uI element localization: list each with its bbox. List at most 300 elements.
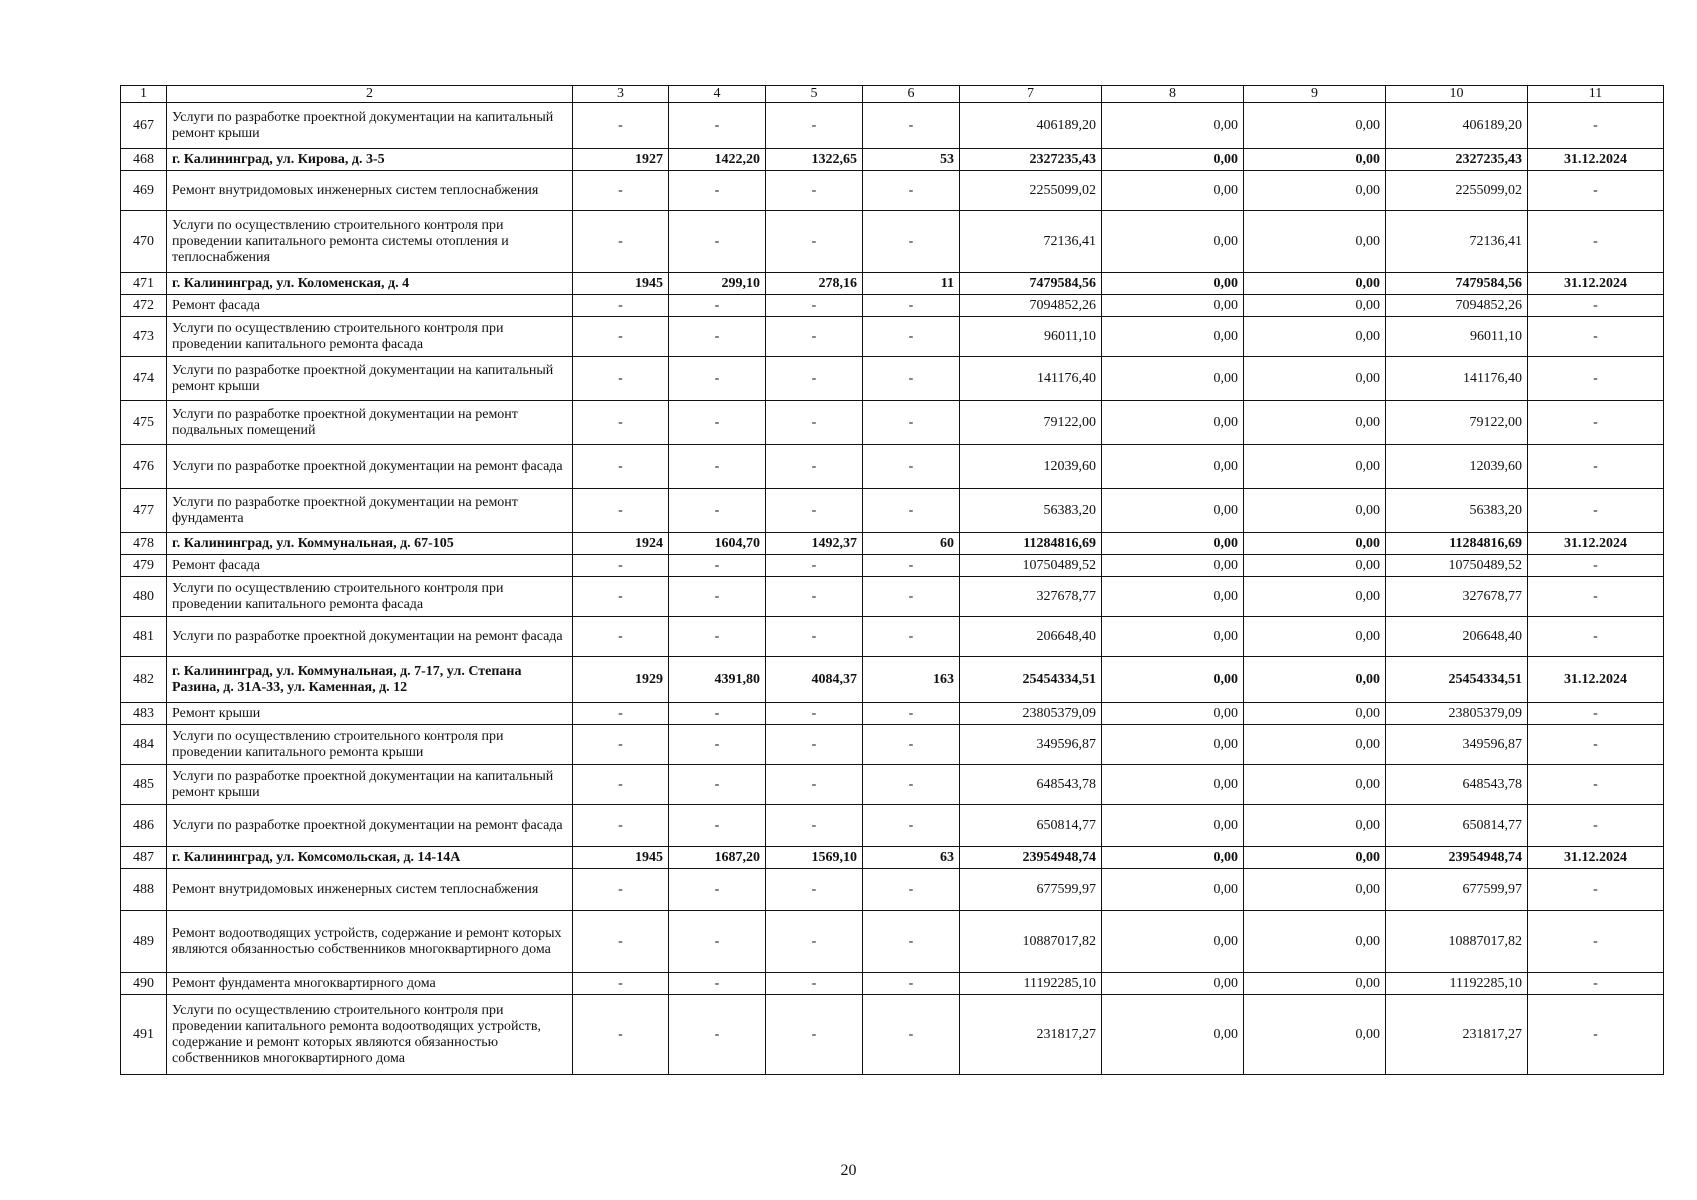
budget-cost-cell: 0,00 bbox=[1244, 401, 1386, 445]
residents-count-cell: - bbox=[863, 445, 960, 489]
completion-date-cell: 31.12.2024 bbox=[1528, 149, 1664, 171]
row-number-cell: 484 bbox=[121, 725, 167, 765]
residents-count-cell: - bbox=[863, 295, 960, 317]
living-area-cell: - bbox=[766, 445, 863, 489]
table-row bbox=[121, 847, 1664, 869]
living-area-cell: - bbox=[766, 911, 863, 973]
row-number-cell: 469 bbox=[121, 171, 167, 211]
table-row bbox=[121, 657, 1664, 703]
fund-cost-cell: 0,00 bbox=[1102, 103, 1244, 149]
residents-count-cell: - bbox=[863, 703, 960, 725]
year-built-cell: - bbox=[573, 489, 669, 533]
row-number-cell: 472 bbox=[121, 295, 167, 317]
residents-count-cell: - bbox=[863, 869, 960, 911]
row-number-cell: 490 bbox=[121, 973, 167, 995]
year-built-cell: - bbox=[573, 973, 669, 995]
total-cost-cell: 231817,27 bbox=[960, 995, 1102, 1075]
year-built-cell: - bbox=[573, 805, 669, 847]
owners-cost-cell: 231817,27 bbox=[1386, 995, 1528, 1075]
work-description-cell: Ремонт фасада bbox=[167, 295, 573, 317]
total-cost-cell: 650814,77 bbox=[960, 805, 1102, 847]
col-header-11: 11 bbox=[1528, 86, 1664, 103]
total-area-cell: - bbox=[669, 295, 766, 317]
row-number-cell: 467 bbox=[121, 103, 167, 149]
completion-date-cell: - bbox=[1528, 171, 1664, 211]
total-area-cell: - bbox=[669, 577, 766, 617]
work-description-cell: Услуги по разработке проектной документации на ремонт подвальных помещений bbox=[167, 401, 573, 445]
work-description-cell: Услуги по разработке проектной документации на ремонт фасада bbox=[167, 805, 573, 847]
works-table bbox=[120, 85, 1664, 1075]
total-cost-cell: 2255099,02 bbox=[960, 171, 1102, 211]
completion-date-cell: - bbox=[1528, 869, 1664, 911]
completion-date-cell: - bbox=[1528, 211, 1664, 273]
completion-date-cell: - bbox=[1528, 703, 1664, 725]
completion-date-cell: - bbox=[1528, 725, 1664, 765]
owners-cost-cell: 677599,97 bbox=[1386, 869, 1528, 911]
total-area-cell: - bbox=[669, 869, 766, 911]
work-description-cell: Услуги по осуществлению строительного контроля при проведении капитального ремонта крыши bbox=[167, 725, 573, 765]
living-area-cell: 1322,65 bbox=[766, 149, 863, 171]
col-header-5: 5 bbox=[766, 86, 863, 103]
work-description-cell: Услуги по разработке проектной документации на капитальный ремонт крыши bbox=[167, 103, 573, 149]
completion-date-cell: 31.12.2024 bbox=[1528, 657, 1664, 703]
total-cost-cell: 349596,87 bbox=[960, 725, 1102, 765]
residents-count-cell: - bbox=[863, 357, 960, 401]
owners-cost-cell: 11192285,10 bbox=[1386, 973, 1528, 995]
total-cost-cell: 11192285,10 bbox=[960, 973, 1102, 995]
budget-cost-cell: 0,00 bbox=[1244, 149, 1386, 171]
owners-cost-cell: 25454334,51 bbox=[1386, 657, 1528, 703]
budget-cost-cell: 0,00 bbox=[1244, 317, 1386, 357]
fund-cost-cell: 0,00 bbox=[1102, 617, 1244, 657]
budget-cost-cell: 0,00 bbox=[1244, 273, 1386, 295]
table-row bbox=[121, 725, 1664, 765]
owners-cost-cell: 327678,77 bbox=[1386, 577, 1528, 617]
total-area-cell: - bbox=[669, 401, 766, 445]
total-area-cell: 299,10 bbox=[669, 273, 766, 295]
fund-cost-cell: 0,00 bbox=[1102, 445, 1244, 489]
budget-cost-cell: 0,00 bbox=[1244, 533, 1386, 555]
fund-cost-cell: 0,00 bbox=[1102, 149, 1244, 171]
table-row bbox=[121, 617, 1664, 657]
budget-cost-cell: 0,00 bbox=[1244, 765, 1386, 805]
row-number-cell: 473 bbox=[121, 317, 167, 357]
table-row bbox=[121, 869, 1664, 911]
year-built-cell: 1929 bbox=[573, 657, 669, 703]
row-number-cell: 486 bbox=[121, 805, 167, 847]
year-built-cell: - bbox=[573, 911, 669, 973]
total-cost-cell: 2327235,43 bbox=[960, 149, 1102, 171]
owners-cost-cell: 7094852,26 bbox=[1386, 295, 1528, 317]
fund-cost-cell: 0,00 bbox=[1102, 703, 1244, 725]
work-description-cell: Услуги по разработке проектной документации на ремонт фасада bbox=[167, 445, 573, 489]
fund-cost-cell: 0,00 bbox=[1102, 973, 1244, 995]
budget-cost-cell: 0,00 bbox=[1244, 211, 1386, 273]
owners-cost-cell: 79122,00 bbox=[1386, 401, 1528, 445]
year-built-cell: - bbox=[573, 401, 669, 445]
year-built-cell: 1945 bbox=[573, 273, 669, 295]
completion-date-cell: - bbox=[1528, 357, 1664, 401]
row-number-cell: 480 bbox=[121, 577, 167, 617]
row-number-cell: 475 bbox=[121, 401, 167, 445]
year-built-cell: - bbox=[573, 445, 669, 489]
residents-count-cell: - bbox=[863, 617, 960, 657]
table-row bbox=[121, 973, 1664, 995]
fund-cost-cell: 0,00 bbox=[1102, 995, 1244, 1075]
completion-date-cell: - bbox=[1528, 995, 1664, 1075]
table-row bbox=[121, 577, 1664, 617]
total-cost-cell: 23954948,74 bbox=[960, 847, 1102, 869]
page-number: 20 bbox=[840, 1162, 857, 1179]
work-description-cell: Услуги по разработке проектной документации на ремонт фасада bbox=[167, 617, 573, 657]
completion-date-cell: - bbox=[1528, 555, 1664, 577]
residents-count-cell: - bbox=[863, 317, 960, 357]
row-number-cell: 474 bbox=[121, 357, 167, 401]
col-header-6: 6 bbox=[863, 86, 960, 103]
budget-cost-cell: 0,00 bbox=[1244, 805, 1386, 847]
col-header-4: 4 bbox=[669, 86, 766, 103]
total-area-cell: - bbox=[669, 911, 766, 973]
row-number-cell: 482 bbox=[121, 657, 167, 703]
row-number-cell: 476 bbox=[121, 445, 167, 489]
col-header-2: 2 bbox=[167, 86, 573, 103]
work-description-cell: Ремонт внутридомовых инженерных систем теплоснабжения bbox=[167, 171, 573, 211]
owners-cost-cell: 23954948,74 bbox=[1386, 847, 1528, 869]
fund-cost-cell: 0,00 bbox=[1102, 577, 1244, 617]
row-number-cell: 481 bbox=[121, 617, 167, 657]
budget-cost-cell: 0,00 bbox=[1244, 617, 1386, 657]
work-description-cell: Ремонт крыши bbox=[167, 703, 573, 725]
row-number-cell: 479 bbox=[121, 555, 167, 577]
living-area-cell: - bbox=[766, 401, 863, 445]
budget-cost-cell: 0,00 bbox=[1244, 657, 1386, 703]
table-row bbox=[121, 357, 1664, 401]
total-cost-cell: 72136,41 bbox=[960, 211, 1102, 273]
header-row bbox=[121, 86, 1664, 103]
col-header-1: 1 bbox=[121, 86, 167, 103]
residents-count-cell: - bbox=[863, 765, 960, 805]
year-built-cell: - bbox=[573, 555, 669, 577]
completion-date-cell: - bbox=[1528, 445, 1664, 489]
work-description-cell: Услуги по осуществлению строительного контроля при проведении капитального ремонта фасада bbox=[167, 317, 573, 357]
col-header-8: 8 bbox=[1102, 86, 1244, 103]
table-row bbox=[121, 805, 1664, 847]
living-area-cell: - bbox=[766, 805, 863, 847]
living-area-cell: 1492,37 bbox=[766, 533, 863, 555]
residents-count-cell: 163 bbox=[863, 657, 960, 703]
work-description-cell: Ремонт водоотводящих устройств, содержание и ремонт которых являются обязанностью собственников многоквартирного дома bbox=[167, 911, 573, 973]
row-number-cell: 471 bbox=[121, 273, 167, 295]
budget-cost-cell: 0,00 bbox=[1244, 103, 1386, 149]
budget-cost-cell: 0,00 bbox=[1244, 295, 1386, 317]
total-cost-cell: 10750489,52 bbox=[960, 555, 1102, 577]
fund-cost-cell: 0,00 bbox=[1102, 869, 1244, 911]
living-area-cell: - bbox=[766, 617, 863, 657]
owners-cost-cell: 12039,60 bbox=[1386, 445, 1528, 489]
completion-date-cell: - bbox=[1528, 489, 1664, 533]
living-area-cell: - bbox=[766, 489, 863, 533]
total-cost-cell: 10887017,82 bbox=[960, 911, 1102, 973]
residents-count-cell: - bbox=[863, 911, 960, 973]
fund-cost-cell: 0,00 bbox=[1102, 357, 1244, 401]
residents-count-cell: - bbox=[863, 489, 960, 533]
owners-cost-cell: 648543,78 bbox=[1386, 765, 1528, 805]
completion-date-cell: - bbox=[1528, 103, 1664, 149]
total-area-cell: - bbox=[669, 703, 766, 725]
budget-cost-cell: 0,00 bbox=[1244, 703, 1386, 725]
table-row bbox=[121, 489, 1664, 533]
fund-cost-cell: 0,00 bbox=[1102, 317, 1244, 357]
total-area-cell: 1604,70 bbox=[669, 533, 766, 555]
total-area-cell: - bbox=[669, 357, 766, 401]
row-number-cell: 488 bbox=[121, 869, 167, 911]
table-row bbox=[121, 317, 1664, 357]
budget-cost-cell: 0,00 bbox=[1244, 171, 1386, 211]
work-description-cell: Услуги по разработке проектной документации на ремонт фундамента bbox=[167, 489, 573, 533]
living-area-cell: - bbox=[766, 703, 863, 725]
fund-cost-cell: 0,00 bbox=[1102, 555, 1244, 577]
work-description-cell: Ремонт фундамента многоквартирного дома bbox=[167, 973, 573, 995]
year-built-cell: 1945 bbox=[573, 847, 669, 869]
total-cost-cell: 677599,97 bbox=[960, 869, 1102, 911]
work-description-cell: г. Калининград, ул. Комсомольская, д. 14-14А bbox=[167, 847, 573, 869]
total-area-cell: - bbox=[669, 211, 766, 273]
fund-cost-cell: 0,00 bbox=[1102, 805, 1244, 847]
total-area-cell: - bbox=[669, 555, 766, 577]
budget-cost-cell: 0,00 bbox=[1244, 869, 1386, 911]
owners-cost-cell: 349596,87 bbox=[1386, 725, 1528, 765]
row-number-cell: 477 bbox=[121, 489, 167, 533]
residents-count-cell: - bbox=[863, 103, 960, 149]
total-area-cell: - bbox=[669, 317, 766, 357]
residents-count-cell: - bbox=[863, 577, 960, 617]
owners-cost-cell: 2255099,02 bbox=[1386, 171, 1528, 211]
total-area-cell: - bbox=[669, 973, 766, 995]
row-number-cell: 483 bbox=[121, 703, 167, 725]
row-number-cell: 491 bbox=[121, 995, 167, 1075]
fund-cost-cell: 0,00 bbox=[1102, 489, 1244, 533]
residents-count-cell: - bbox=[863, 995, 960, 1075]
work-description-cell: г. Калининград, ул. Коломенская, д. 4 bbox=[167, 273, 573, 295]
total-area-cell: 4391,80 bbox=[669, 657, 766, 703]
fund-cost-cell: 0,00 bbox=[1102, 273, 1244, 295]
total-cost-cell: 206648,40 bbox=[960, 617, 1102, 657]
total-cost-cell: 7479584,56 bbox=[960, 273, 1102, 295]
owners-cost-cell: 206648,40 bbox=[1386, 617, 1528, 657]
living-area-cell: - bbox=[766, 103, 863, 149]
table-row bbox=[121, 171, 1664, 211]
fund-cost-cell: 0,00 bbox=[1102, 295, 1244, 317]
work-description-cell: Услуги по осуществлению строительного контроля при проведении капитального ремонта системы отопления и теплоснабжения bbox=[167, 211, 573, 273]
row-number-cell: 478 bbox=[121, 533, 167, 555]
living-area-cell: - bbox=[766, 171, 863, 211]
completion-date-cell: - bbox=[1528, 295, 1664, 317]
residents-count-cell: - bbox=[863, 171, 960, 211]
fund-cost-cell: 0,00 bbox=[1102, 765, 1244, 805]
residents-count-cell: - bbox=[863, 973, 960, 995]
residents-count-cell: - bbox=[863, 805, 960, 847]
row-number-cell: 489 bbox=[121, 911, 167, 973]
owners-cost-cell: 10750489,52 bbox=[1386, 555, 1528, 577]
living-area-cell: - bbox=[766, 317, 863, 357]
living-area-cell: - bbox=[766, 973, 863, 995]
residents-count-cell: - bbox=[863, 555, 960, 577]
year-built-cell: - bbox=[573, 295, 669, 317]
total-area-cell: - bbox=[669, 765, 766, 805]
completion-date-cell: - bbox=[1528, 617, 1664, 657]
residents-count-cell: - bbox=[863, 211, 960, 273]
total-cost-cell: 79122,00 bbox=[960, 401, 1102, 445]
completion-date-cell: 31.12.2024 bbox=[1528, 273, 1664, 295]
living-area-cell: - bbox=[766, 577, 863, 617]
work-description-cell: Услуги по разработке проектной документации на капитальный ремонт крыши bbox=[167, 765, 573, 805]
year-built-cell: - bbox=[573, 703, 669, 725]
living-area-cell: - bbox=[766, 211, 863, 273]
fund-cost-cell: 0,00 bbox=[1102, 401, 1244, 445]
owners-cost-cell: 23805379,09 bbox=[1386, 703, 1528, 725]
table-row bbox=[121, 295, 1664, 317]
owners-cost-cell: 10887017,82 bbox=[1386, 911, 1528, 973]
owners-cost-cell: 141176,40 bbox=[1386, 357, 1528, 401]
table-row bbox=[121, 555, 1664, 577]
work-description-cell: Услуги по осуществлению строительного контроля при проведении капитального ремонта водоотводящих устройств, содержание и ремонт которых являются обязанностью собственников многоквартирного дома bbox=[167, 995, 573, 1075]
completion-date-cell: 31.12.2024 bbox=[1528, 847, 1664, 869]
budget-cost-cell: 0,00 bbox=[1244, 357, 1386, 401]
col-header-7: 7 bbox=[960, 86, 1102, 103]
table-row bbox=[121, 149, 1664, 171]
total-cost-cell: 96011,10 bbox=[960, 317, 1102, 357]
table-body bbox=[121, 103, 1664, 1075]
year-built-cell: 1927 bbox=[573, 149, 669, 171]
col-header-9: 9 bbox=[1244, 86, 1386, 103]
row-number-cell: 468 bbox=[121, 149, 167, 171]
fund-cost-cell: 0,00 bbox=[1102, 211, 1244, 273]
total-area-cell: - bbox=[669, 489, 766, 533]
year-built-cell: - bbox=[573, 211, 669, 273]
owners-cost-cell: 7479584,56 bbox=[1386, 273, 1528, 295]
owners-cost-cell: 406189,20 bbox=[1386, 103, 1528, 149]
work-description-cell: г. Калининград, ул. Кирова, д. 3-5 bbox=[167, 149, 573, 171]
owners-cost-cell: 11284816,69 bbox=[1386, 533, 1528, 555]
budget-cost-cell: 0,00 bbox=[1244, 911, 1386, 973]
work-description-cell: г. Калининград, ул. Коммунальная, д. 67-105 bbox=[167, 533, 573, 555]
year-built-cell: - bbox=[573, 995, 669, 1075]
living-area-cell: 278,16 bbox=[766, 273, 863, 295]
year-built-cell: - bbox=[573, 869, 669, 911]
completion-date-cell: - bbox=[1528, 401, 1664, 445]
table-row bbox=[121, 533, 1664, 555]
completion-date-cell: - bbox=[1528, 765, 1664, 805]
work-description-cell: Услуги по разработке проектной документации на капитальный ремонт крыши bbox=[167, 357, 573, 401]
year-built-cell: - bbox=[573, 725, 669, 765]
residents-count-cell: - bbox=[863, 401, 960, 445]
fund-cost-cell: 0,00 bbox=[1102, 533, 1244, 555]
budget-cost-cell: 0,00 bbox=[1244, 847, 1386, 869]
year-built-cell: - bbox=[573, 577, 669, 617]
budget-cost-cell: 0,00 bbox=[1244, 489, 1386, 533]
total-cost-cell: 11284816,69 bbox=[960, 533, 1102, 555]
completion-date-cell: - bbox=[1528, 973, 1664, 995]
budget-cost-cell: 0,00 bbox=[1244, 995, 1386, 1075]
living-area-cell: - bbox=[766, 295, 863, 317]
owners-cost-cell: 2327235,43 bbox=[1386, 149, 1528, 171]
owners-cost-cell: 72136,41 bbox=[1386, 211, 1528, 273]
work-description-cell: г. Калининград, ул. Коммунальная, д. 7-17, ул. Степана Разина, д. 31А-33, ул. Каменная, д. 12 bbox=[167, 657, 573, 703]
owners-cost-cell: 96011,10 bbox=[1386, 317, 1528, 357]
total-area-cell: - bbox=[669, 171, 766, 211]
year-built-cell: - bbox=[573, 317, 669, 357]
total-cost-cell: 7094852,26 bbox=[960, 295, 1102, 317]
completion-date-cell: 31.12.2024 bbox=[1528, 533, 1664, 555]
year-built-cell: - bbox=[573, 765, 669, 805]
completion-date-cell: - bbox=[1528, 317, 1664, 357]
table-row bbox=[121, 911, 1664, 973]
col-header-3: 3 bbox=[573, 86, 669, 103]
total-cost-cell: 25454334,51 bbox=[960, 657, 1102, 703]
budget-cost-cell: 0,00 bbox=[1244, 973, 1386, 995]
year-built-cell: 1924 bbox=[573, 533, 669, 555]
total-area-cell: - bbox=[669, 995, 766, 1075]
work-description-cell: Услуги по осуществлению строительного контроля при проведении капитального ремонта фасада bbox=[167, 577, 573, 617]
work-description-cell: Ремонт фасада bbox=[167, 555, 573, 577]
total-cost-cell: 141176,40 bbox=[960, 357, 1102, 401]
fund-cost-cell: 0,00 bbox=[1102, 725, 1244, 765]
fund-cost-cell: 0,00 bbox=[1102, 847, 1244, 869]
total-cost-cell: 56383,20 bbox=[960, 489, 1102, 533]
total-cost-cell: 327678,77 bbox=[960, 577, 1102, 617]
year-built-cell: - bbox=[573, 103, 669, 149]
table-row bbox=[121, 995, 1664, 1075]
completion-date-cell: - bbox=[1528, 577, 1664, 617]
total-area-cell: - bbox=[669, 725, 766, 765]
total-cost-cell: 23805379,09 bbox=[960, 703, 1102, 725]
residents-count-cell: 11 bbox=[863, 273, 960, 295]
living-area-cell: - bbox=[766, 869, 863, 911]
residents-count-cell: 53 bbox=[863, 149, 960, 171]
year-built-cell: - bbox=[573, 171, 669, 211]
budget-cost-cell: 0,00 bbox=[1244, 445, 1386, 489]
fund-cost-cell: 0,00 bbox=[1102, 911, 1244, 973]
row-number-cell: 485 bbox=[121, 765, 167, 805]
table-row bbox=[121, 445, 1664, 489]
owners-cost-cell: 56383,20 bbox=[1386, 489, 1528, 533]
budget-cost-cell: 0,00 bbox=[1244, 555, 1386, 577]
fund-cost-cell: 0,00 bbox=[1102, 171, 1244, 211]
table-row bbox=[121, 401, 1664, 445]
total-area-cell: - bbox=[669, 617, 766, 657]
year-built-cell: - bbox=[573, 357, 669, 401]
living-area-cell: - bbox=[766, 725, 863, 765]
owners-cost-cell: 650814,77 bbox=[1386, 805, 1528, 847]
living-area-cell: - bbox=[766, 765, 863, 805]
table-row bbox=[121, 765, 1664, 805]
table-row bbox=[121, 103, 1664, 149]
total-area-cell: 1422,20 bbox=[669, 149, 766, 171]
residents-count-cell: 60 bbox=[863, 533, 960, 555]
living-area-cell: 4084,37 bbox=[766, 657, 863, 703]
budget-cost-cell: 0,00 bbox=[1244, 725, 1386, 765]
total-area-cell: - bbox=[669, 103, 766, 149]
work-description-cell: Ремонт внутридомовых инженерных систем теплоснабжения bbox=[167, 869, 573, 911]
living-area-cell: - bbox=[766, 357, 863, 401]
year-built-cell: - bbox=[573, 617, 669, 657]
total-cost-cell: 12039,60 bbox=[960, 445, 1102, 489]
total-cost-cell: 648543,78 bbox=[960, 765, 1102, 805]
fund-cost-cell: 0,00 bbox=[1102, 657, 1244, 703]
table-row bbox=[121, 211, 1664, 273]
row-number-cell: 470 bbox=[121, 211, 167, 273]
living-area-cell: - bbox=[766, 995, 863, 1075]
